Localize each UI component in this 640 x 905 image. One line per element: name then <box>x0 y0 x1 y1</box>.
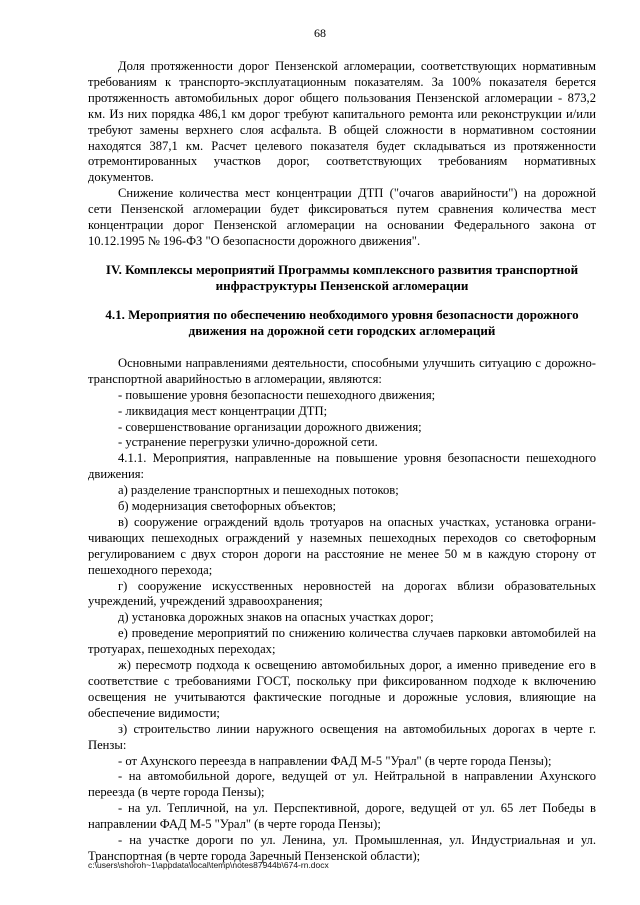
direction-item: - устранение перегрузки улично-дорожной сети. <box>118 435 378 450</box>
measure-item: г) сооружение искусственных неровностей на дорогах вблизи образовательных учреждений, учреждений здравоохранения; <box>88 578 596 609</box>
intro-paragraph: Основными направлениями деятельности, способными улучшить ситуацию с дорожно-транспортной аварийностью в агломерации, являются: <box>88 355 596 386</box>
measure-item: д) установка дорожных знаков на опасных участках дорог; <box>118 610 434 625</box>
direction-item: - ликвидация мест концентрации ДТП; <box>118 403 328 418</box>
paragraph-accident-spots: Снижение количества мест концентрации ДТП ("очагов аварийности") на дорожной сети Пензенской агломерации будет фиксироваться путем сравнения количества мест концентрации дорог Пензенской агломерации на основании Федерального закона от 10.12.1995 № 196-ФЗ "О безопасности дорожного движения". <box>88 186 596 248</box>
measures-intro: 4.1.1. Мероприятия, направленные на повышение уровня безопасности пешеходного движения: <box>88 451 596 482</box>
document-body <box>88 59 596 865</box>
measure-item: в) сооружение ограждений вдоль тротуаров на опасных участках, установка ограни-чивающих пешеходных ограждений у наземных пешеходных переходов со светофорным регулированием с двух сторон дороги на расстояние не менее 50 м в каждую сторону от пешеходного перехода; <box>88 514 596 577</box>
paragraph-road-share: Доля протяженности дорог Пензенской агломерации, соответствующих нормативным требованиям к транспорто-эксплуатационным показателям. За 100% показателя берется протяженность автомобильных дорог общего пользования Пензенской агломерации - 873,2 км. Из них порядка 486,1 км дорог требуют капитального ремонта или реконструкции и/или требуют замены верхнего слоя асфальта. В общей сложности в нормативном состоянии находятся 387,1 км. Расчет целевого показателя будет складываться из протяженности отремонтированных участков дорог, соответствующих требованиям нормативных документов. <box>88 59 596 185</box>
direction-item: - повышение уровня безопасности пешеходного движения; <box>118 387 436 402</box>
measure-item: а) разделение транспортных и пешеходных потоков; <box>118 483 399 498</box>
lighting-item: - от Ахунского переезда в направлении ФАД М-5 "Урал" (в черте города Пензы); <box>118 753 552 768</box>
section-heading: IV. Комплексы мероприятий Программы комплексного развития транспортной инфраструктуры Пензенской агломерации <box>105 261 579 293</box>
measure-item: б) модернизация светофорных объектов; <box>118 499 337 514</box>
footer-file-path: c:\users\shoroh~1\appdata\local\temp\notes87944b\674-rn.docx <box>88 860 329 870</box>
lighting-item: - на участке дороги по ул. Ленина, ул. Промышленная, ул. Индустриальная и ул. Транспортная (в черте города Заречный Пензенской области); <box>88 833 596 863</box>
measure-item: з) строительство линии наружного освещения на автомобильных дорогах в черте г. Пензы: <box>88 721 596 752</box>
measure-item: е) проведение мероприятий по снижению количества случаев парковки автомобилей на тротуарах, пешеходных переходах; <box>88 626 596 657</box>
measure-item: ж) пересмотр подхода к освещению автомобильных дорог, а именно приведение его в соответствие с требованиями ГОСТ, поскольку при фиксированном подходе к включению освещения не учитываются фактические погодные и дорожные условия, влияющие на обеспечение видимости; <box>88 658 596 720</box>
subsection-heading: 4.1. Мероприятия по обеспечению необходимого уровня безопасности дорожного движения на дорожной сети городских агломераций <box>105 306 579 338</box>
lighting-item: - на ул. Тепличной, на ул. Перспективной, дороге, ведущей от ул. 65 лет Победы в направлении ФАД М-5 "Урал" (в черте города Пензы); <box>88 801 596 832</box>
page-number: 68 <box>314 26 326 40</box>
lighting-item: - на автомобильной дороге, ведущей от ул. Нейтральной в направлении Ахунского переезда (в черте города Пензы); <box>88 769 596 800</box>
direction-item: - совершенствование организации дорожного движения; <box>118 419 422 434</box>
